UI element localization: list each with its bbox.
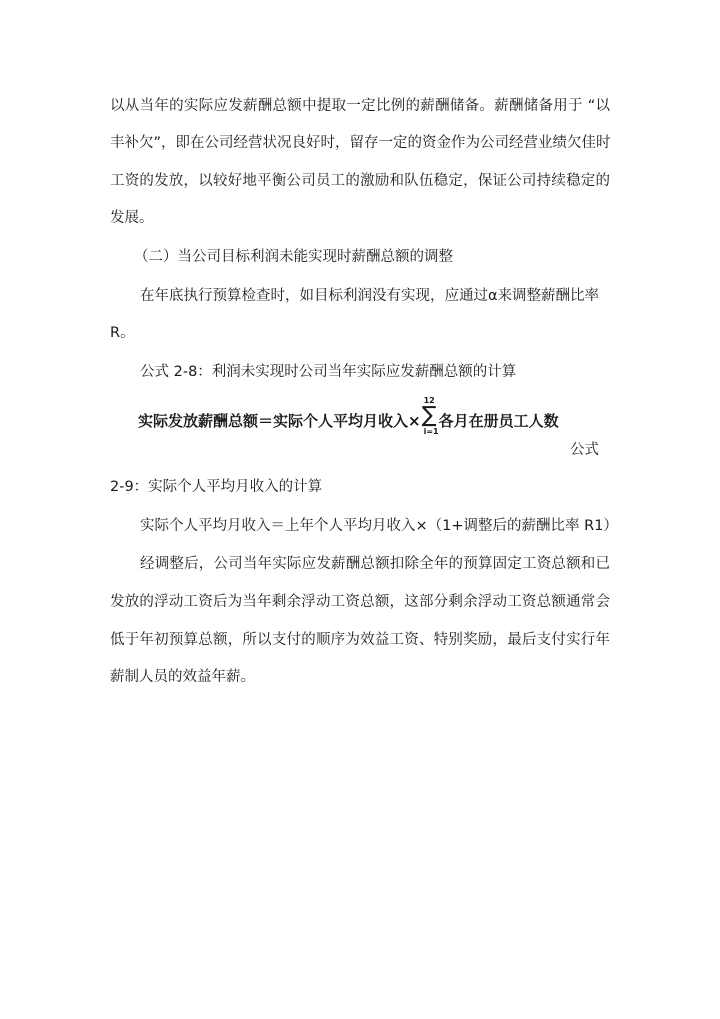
paragraph2-line1: 在年底执行预算检查时，如目标利润没有实现，应通过α来调整薪酬比率 <box>140 288 600 304</box>
formula-left: 实际发放薪酬总额＝实际个人平均月收入× <box>138 411 421 430</box>
paragraph3-line2: 发放的浮动工资后为当年剩余浮动工资总额，这部分剩余浮动工资总额通常会 <box>110 594 610 610</box>
paragraph2-line2: R。 <box>110 325 135 341</box>
formula-caption-2-9-part2: 2-9：实际个人平均月收入的计算 <box>110 479 323 495</box>
formula-2-8 <box>138 396 559 440</box>
paragraph1-line4: 发展。 <box>110 210 154 226</box>
formula-caption-2-9-part1: 公式 <box>570 442 599 458</box>
summation-lower-limit: i=1 <box>423 427 439 436</box>
paragraph1-line3: 工资的发放，以较好地平衡公司员工的激励和队伍稳定，保证公司持续稳定的 <box>110 173 610 189</box>
formula-2-9: 实际个人平均月收入＝上年个人平均月收入×（1+调整后的薪酬比率 R1） <box>140 518 618 534</box>
formula-right: 各月在册员工人数 <box>438 411 559 430</box>
paragraph3-line1: 经调整后，公司当年实际应发薪酬总额扣除全年的预算固定工资总额和已 <box>140 556 610 572</box>
sigma-glyph: ∑ <box>421 403 437 428</box>
summation-upper-limit: 12 <box>423 396 435 405</box>
summation-symbol <box>421 396 439 440</box>
paragraph1-line2: 丰补欠”，即在公司经营状况良好时，留存一定的资金作为公司经营业绩欠佳时 <box>110 135 611 151</box>
formula-caption-2-8: 公式 2-8：利润未实现时公司当年实际应发薪酬总额的计算 <box>140 364 517 380</box>
paragraph1-line1: 以从当年的实际应发薪酬总额中提取一定比例的薪酬储备。薪酬储备用于 “以 <box>110 98 610 114</box>
paragraph3-line4: 薪制人员的效益年薪。 <box>110 669 255 685</box>
section-heading: （二）当公司目标利润未能实现时薪酬总额的调整 <box>134 249 453 265</box>
paragraph3-line3: 低于年初预算总额，所以支付的顺序为效益工资、特别奖励，最后支付实行年 <box>110 632 610 648</box>
